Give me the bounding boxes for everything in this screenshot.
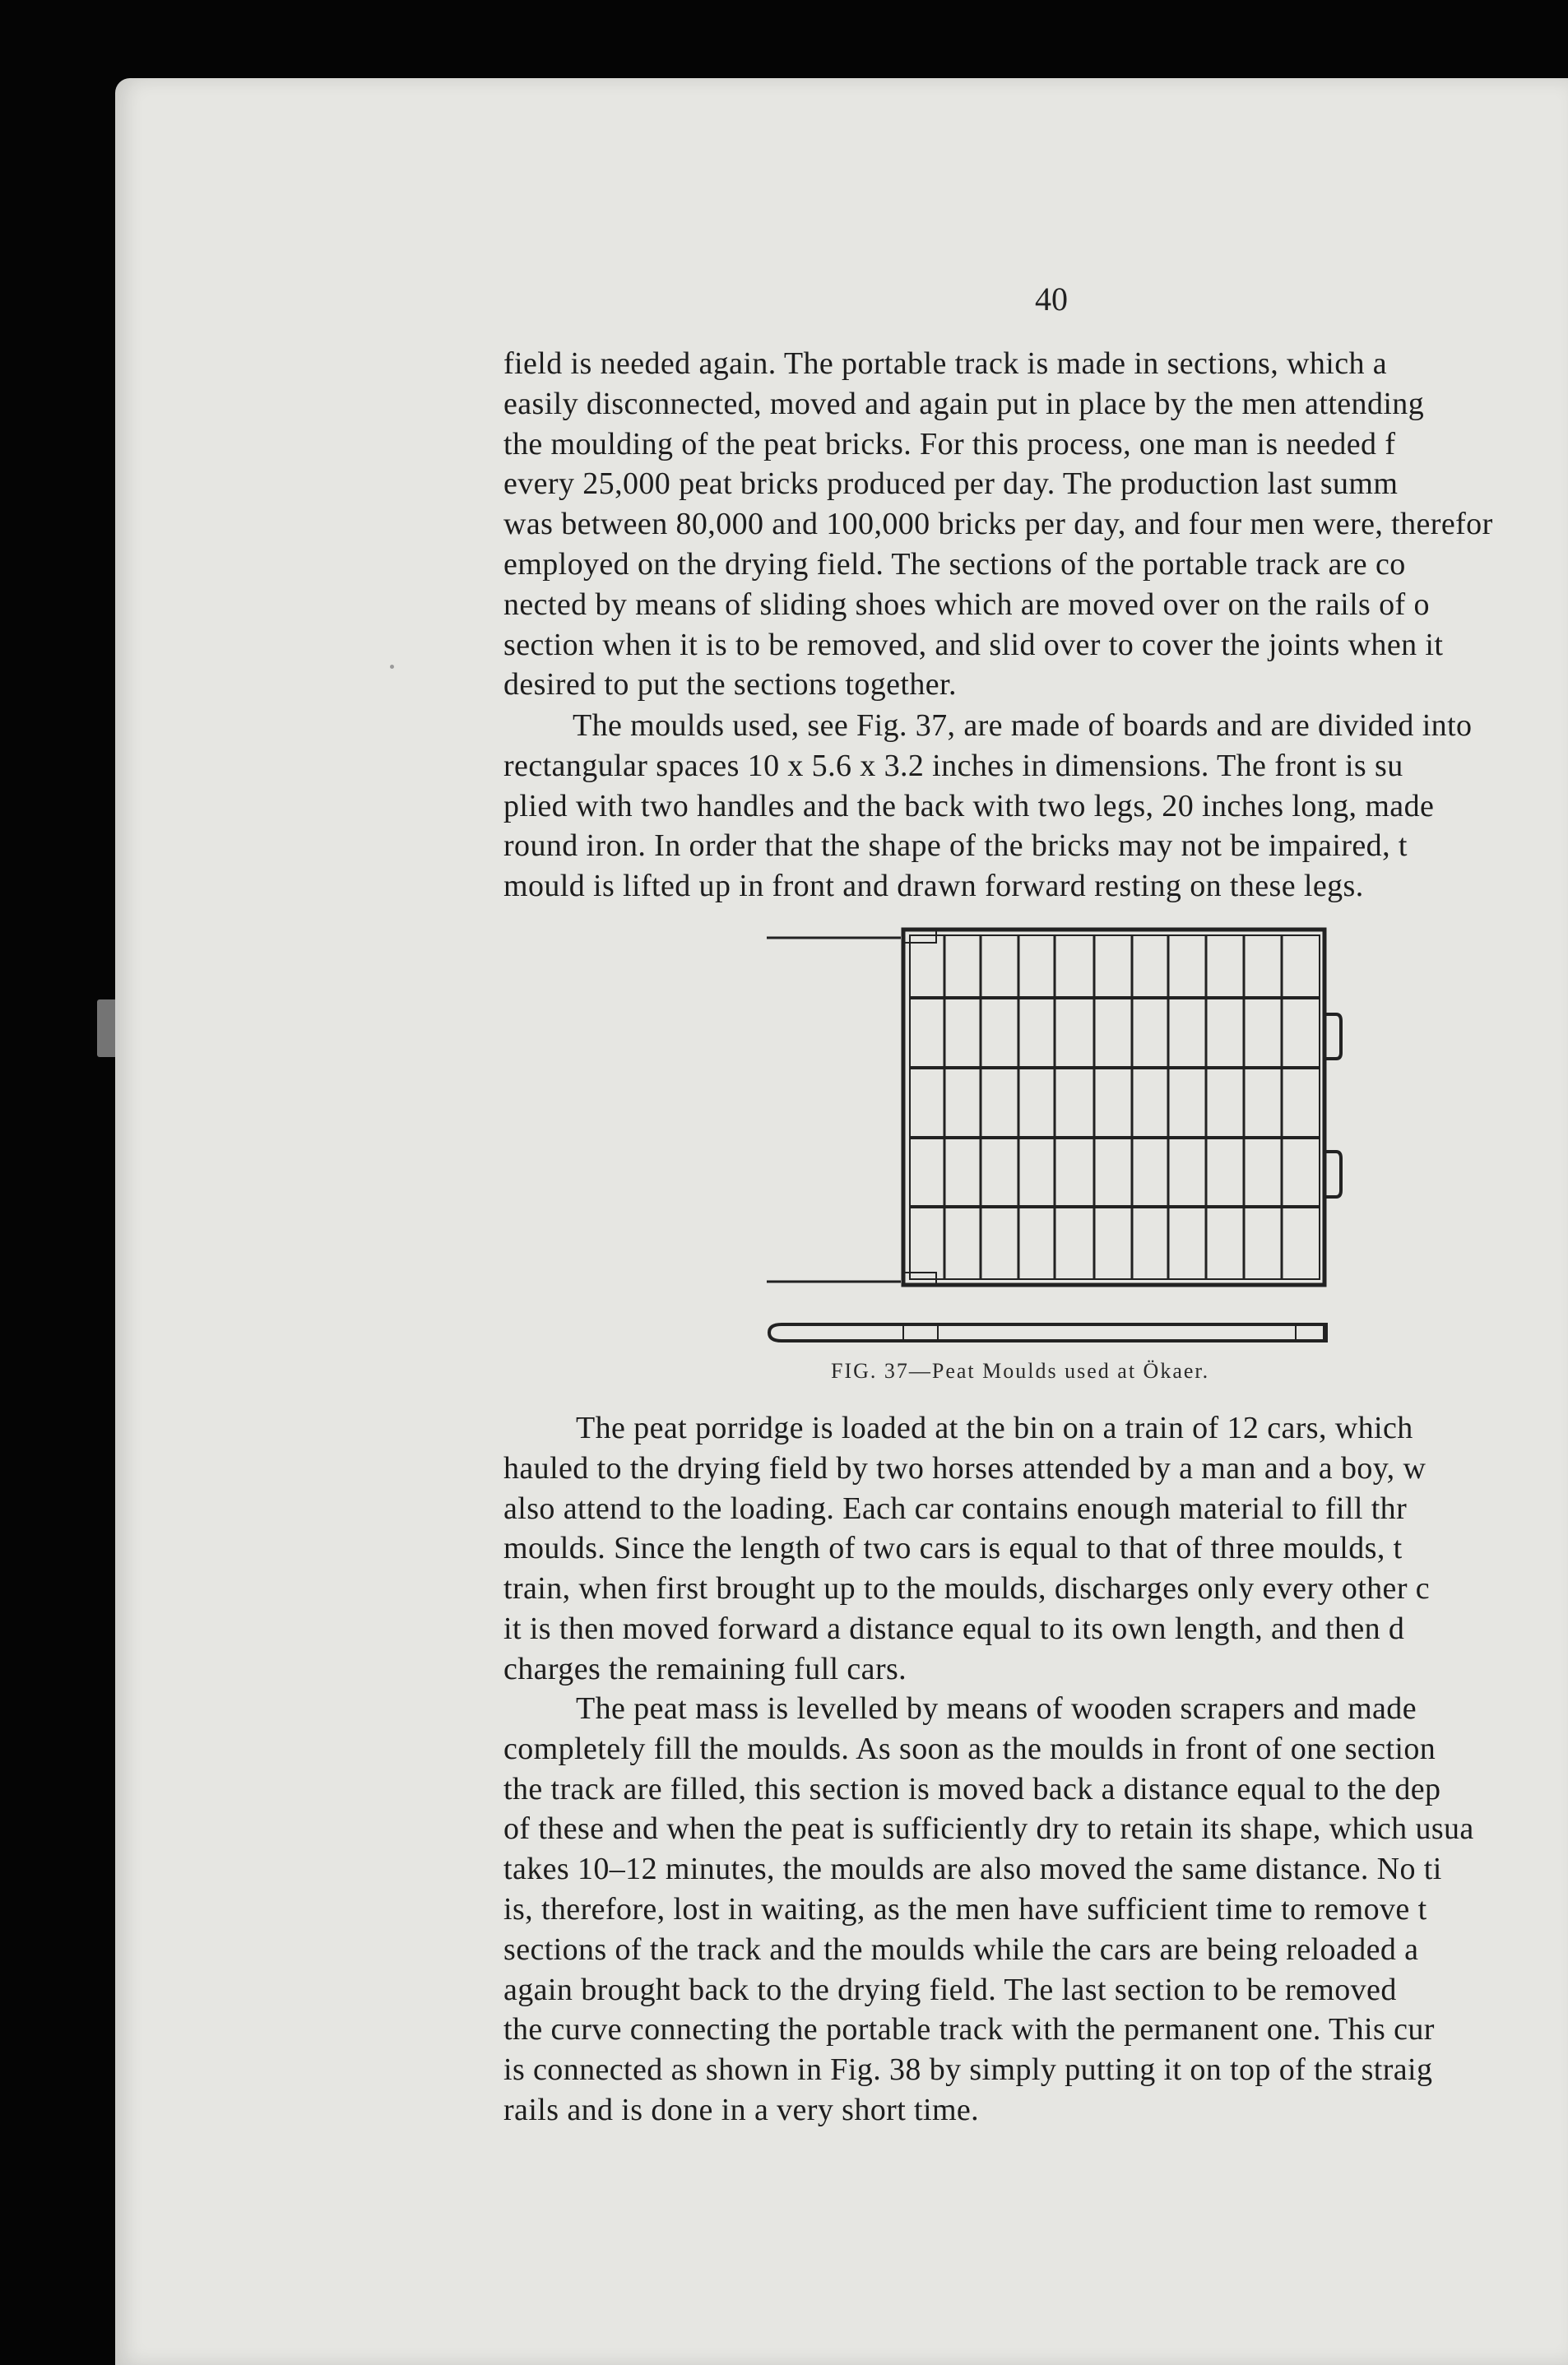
text-line: moulds. Since the length of two cars is equal to that of three moulds, t <box>503 1531 1403 1566</box>
paragraph-3 <box>503 1408 1568 1690</box>
scan-speck <box>97 999 118 1057</box>
mould-frame <box>903 930 1324 1285</box>
text-line: sections of the track and the moulds while the cars are being reloaded a <box>503 1931 1419 1967</box>
text-line: of these and when the peat is sufficiently dry to retain its shape, which usua <box>503 1811 1474 1847</box>
peat-mould-illustration <box>757 917 1349 1361</box>
text-line: the track are filled, this section is moved back a distance equal to the dep <box>503 1771 1441 1806</box>
text-line: plied with two handles and the back with two legs, 20 inches long, made <box>503 788 1435 823</box>
text-line: takes 10–12 minutes, the moulds are also moved the same distance. No ti <box>503 1852 1442 1887</box>
text-line: also attend to the loading. Each car contains enough material to fill thr <box>503 1491 1408 1526</box>
text-line: again brought back to the drying field. The last section to be removed <box>503 1972 1397 2007</box>
text-line: hauled to the drying field by two horses attended by a man and a boy, w <box>503 1450 1427 1486</box>
text-line: desired to put the sections together. <box>503 667 957 703</box>
paragraph-1 <box>503 344 1568 705</box>
mould-frame-inner <box>910 935 1320 1279</box>
text-line: easily disconnected, moved and again put in place by the men attending <box>503 386 1425 421</box>
text-line: rectangular spaces 10 x 5.6 x 3.2 inches in dimensions. The front is su <box>503 748 1403 783</box>
text-line: field is needed again. The portable track is made in sections, which a <box>503 346 1388 381</box>
text-line: the moulding of the peat bricks. For this process, one man is needed f <box>503 426 1396 461</box>
text-line: The peat mass is levelled by means of wooden scrapers and made <box>576 1691 1417 1726</box>
paragraph-2 <box>503 706 1568 907</box>
text-line: was between 80,000 and 100,000 bricks per day, and four men were, therefor <box>503 507 1493 542</box>
text-line: charges the remaining full cars. <box>503 1651 907 1686</box>
text-line: section when it is to be removed, and slid over to cover the joints when it <box>503 627 1444 662</box>
text-line: mould is lifted up in front and drawn forward resting on these legs. <box>503 869 1364 904</box>
figure-caption: FIG. 37—Peat Moulds used at Ökaer. <box>831 1359 1210 1383</box>
mould-handle-lower <box>1324 1152 1341 1197</box>
text-line: The peat porridge is loaded at the bin on a train of 12 cars, which <box>576 1411 1413 1445</box>
mould-side-view <box>769 1324 1324 1341</box>
text-line: employed on the drying field. The sections of the portable track are co <box>503 546 1406 582</box>
text-line: The moulds used, see Fig. 37, are made of boards and are divided into <box>573 708 1473 743</box>
text-line: nected by means of sliding shoes which are moved over on the rails of o <box>503 587 1430 622</box>
text-line: is, therefore, lost in waiting, as the men have sufficient time to remove t <box>503 1891 1427 1927</box>
mould-handle-upper <box>1324 1014 1341 1059</box>
text-line: it is then moved forward a distance equal to its own length, and then d <box>503 1611 1405 1646</box>
page-number: 40 <box>1035 281 1068 318</box>
text-line: completely fill the moulds. As soon as the moulds in front of one section <box>503 1731 1436 1766</box>
text-line: the curve connecting the portable track with the permanent one. This cur <box>503 2012 1435 2047</box>
side-view-plate <box>1296 1324 1327 1342</box>
paragraph-4 <box>503 1689 1568 2131</box>
text-line: is connected as shown in Fig. 38 by simply putting it on top of the straig <box>503 2052 1433 2088</box>
text-line: rails and is done in a very short time. <box>503 2092 980 2127</box>
text-line: every 25,000 peat bricks produced per day. The production last summ <box>503 466 1399 502</box>
scan-speck <box>390 665 394 669</box>
text-line: round iron. In order that the shape of the bricks may not be impaired, t <box>503 828 1408 864</box>
side-view-plate <box>903 1324 938 1342</box>
text-line: train, when first brought up to the moulds, discharges only every other c <box>503 1571 1431 1607</box>
